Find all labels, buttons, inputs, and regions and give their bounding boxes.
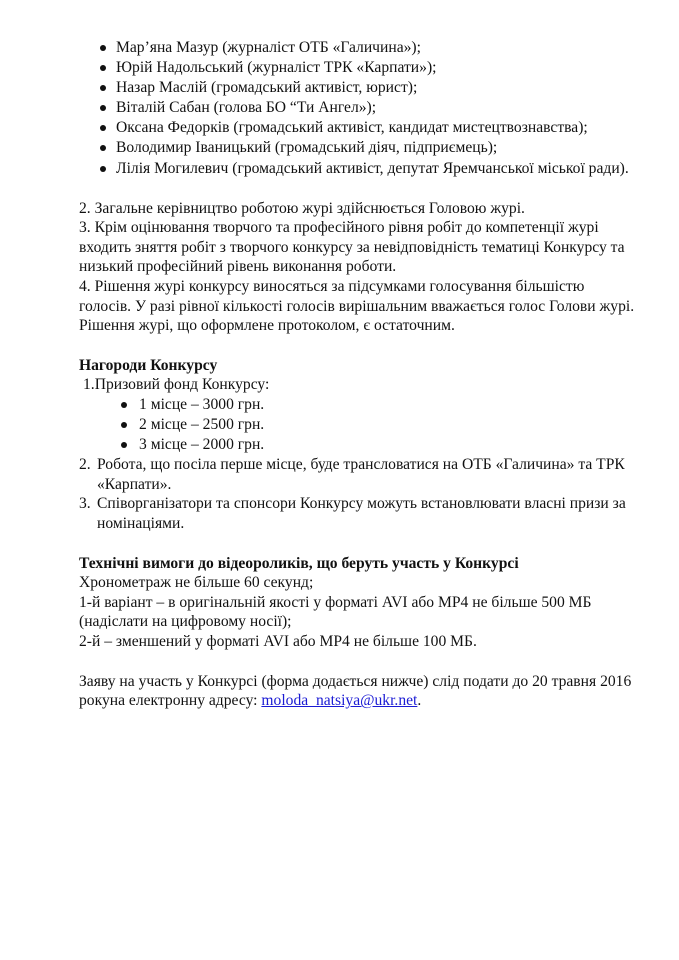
prize-item: 2 місце – 2500 грн. — [139, 415, 639, 435]
jury-rule-2: 2. Загальне керівництво роботою журі здійснюється Головою журі. — [79, 199, 525, 217]
prize-item: 1 місце – 3000 грн. — [139, 395, 639, 415]
jury-rule-3: 3. Крім оцінювання творчого та професійного рівня робіт до компетенції журі входить зняття робіт з творчого конкурсу за невідповідність тематиці Конкурсу та низький професійний рівень виконання роботи. — [79, 219, 625, 276]
tech-line: 2-й – зменшений у форматі AVI або MP4 не більше 100 МБ. — [79, 633, 477, 651]
jury-member: Оксана Федорків (громадський активіст, кандидат мистецтвознавства); — [116, 118, 639, 138]
tech-heading: Технічні вимоги до відеороликів, що беруть участь у Конкурсі — [79, 554, 519, 572]
item-text: Робота, що посіла перше місце, буде трансловатися на ОТБ «Галичина» та ТРК «Карпати». — [97, 456, 625, 493]
tech-line: 1-й варіант – в оригінальній якості у форматі AVI або MP4 не більше 500 МБ (надіслати на цифровому носії); — [79, 593, 592, 631]
application-paragraph — [79, 672, 639, 711]
item-number: 2. — [79, 456, 91, 474]
item-number: 3. — [79, 495, 91, 513]
email-link[interactable]: moloda_natsiya@ukr.net — [261, 692, 418, 710]
prize-fund-intro: 1.Призовий фонд Конкурсу: — [83, 376, 270, 394]
prize-item: 3 місце – 2000 грн. — [139, 435, 639, 455]
awards-heading: Нагороди Конкурсу — [79, 356, 218, 374]
jury-member: Юрій Надольський (журналіст ТРК «Карпати»); — [116, 58, 639, 78]
jury-rule-4: 4. Рішення журі конкурсу виносяться за підсумками голосування більшістю голосів. У разі рівної кількості голосів вирішальним вважається голос Голови журі. Рішення журі, що оформлене протоколом, є остаточним. — [79, 278, 635, 335]
awards-item-2 — [79, 455, 639, 494]
jury-member: Мар’яна Мазур (журналіст ОТБ «Галичина»); — [116, 38, 639, 58]
spacer — [79, 652, 639, 672]
spacer — [79, 179, 639, 199]
jury-member: Лілія Могилевич (громадський активіст, депутат Яремчанської міської ради). — [116, 159, 639, 179]
application-end: . — [417, 692, 422, 710]
jury-member: Володимир Іваницький (громадський діяч, підприємець); — [116, 138, 639, 158]
prize-list — [79, 395, 639, 455]
awards-item-3 — [79, 494, 639, 533]
item-text: Співорганізатори та спонсори Конкурсу можуть встановлювати власні призи за номінаціями. — [97, 495, 626, 533]
application-text: Заяву на участь у Конкурсі (форма додається нижче) слід подати до 20 травня 2016 рокуна електронну адресу: — [79, 672, 632, 710]
spacer — [79, 534, 639, 554]
jury-member: Назар Маслій (громадський активіст, юрист); — [116, 78, 639, 98]
spacer — [79, 336, 639, 356]
jury-members-list — [79, 38, 639, 178]
jury-member: Віталій Сабан (голова БО “Ти Ангел»); — [116, 98, 639, 118]
tech-line: Хронометраж не більше 60 секунд; — [79, 574, 314, 592]
